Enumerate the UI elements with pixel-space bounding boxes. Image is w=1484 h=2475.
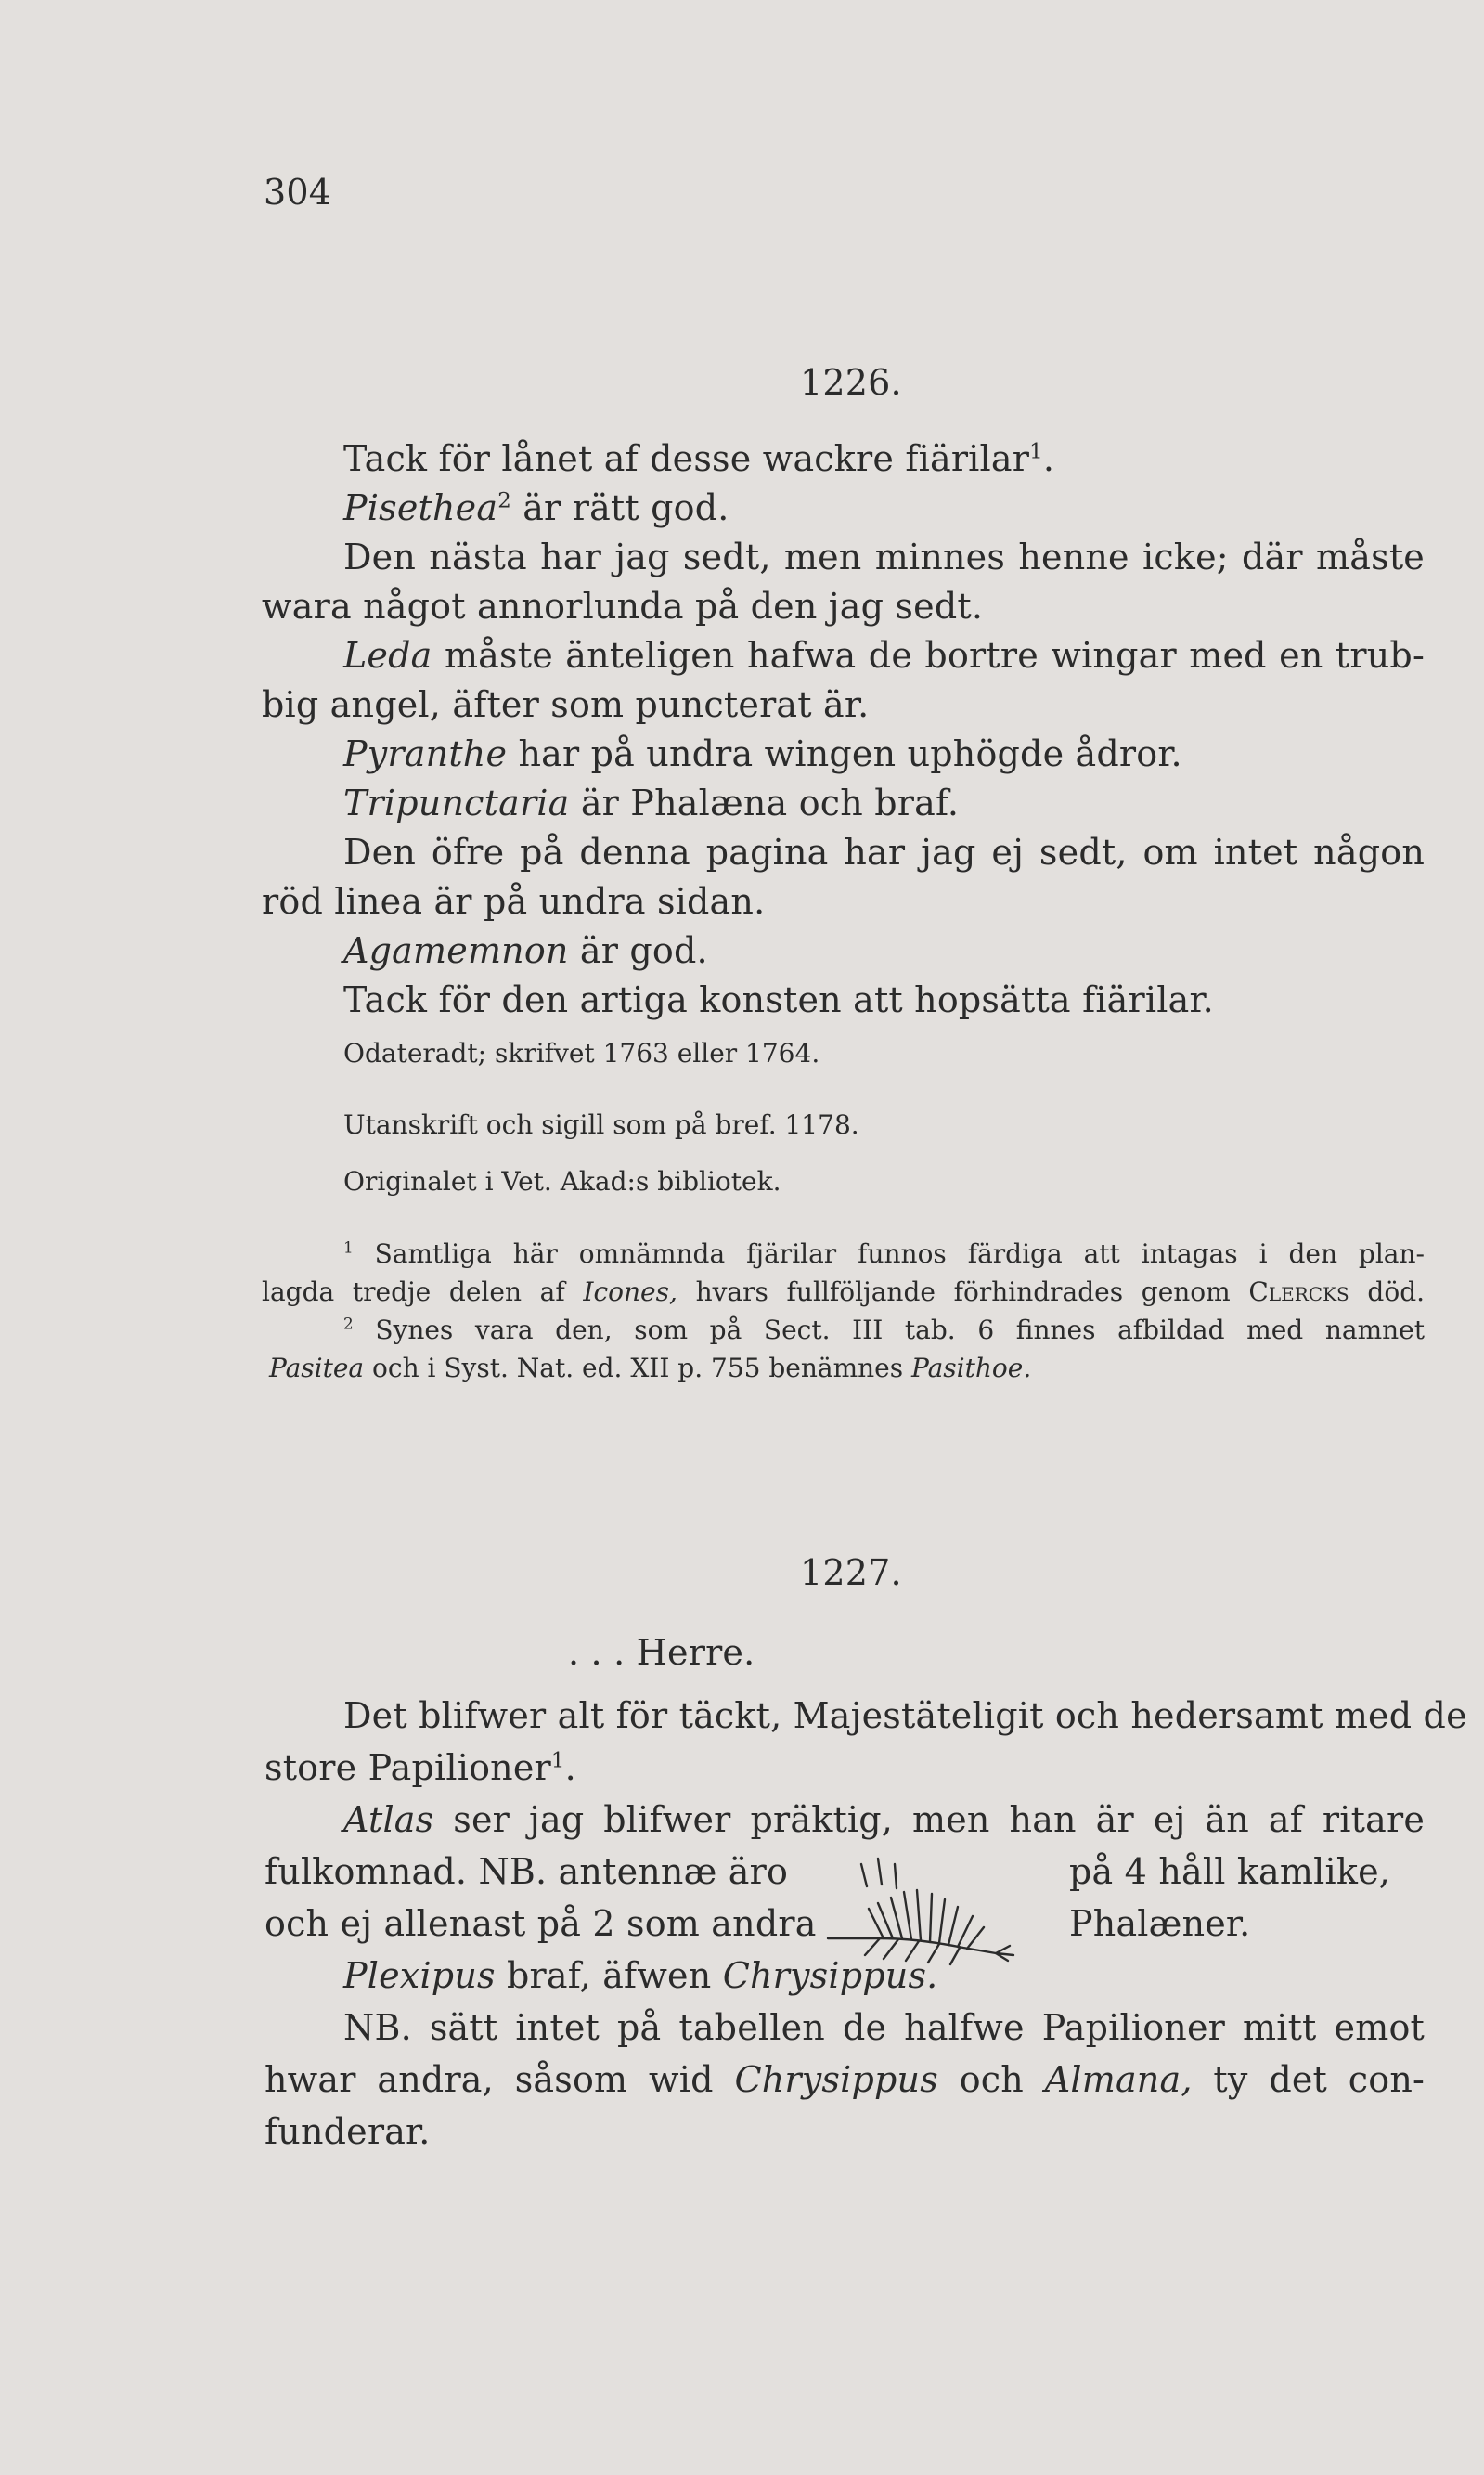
letter-1227-line-8: hwar andra, såsom wid Chrysippus och Almana, ty det con- — [265, 2059, 1426, 2100]
letter-1226-line-11: Agamemnon är god. — [343, 930, 708, 971]
letter-1227-line-4-end: på 4 håll kamlike, — [1069, 1851, 1391, 1892]
letter-1227-line-6: Plexipus braf, äfwen Chrysippus. — [343, 1955, 938, 1996]
letter-1227-line-5-start: och ej allenast på 2 som andra — [265, 1903, 817, 1944]
letter-1227-line-4-start: fulkomnad. NB. antennæ äro — [265, 1851, 789, 1892]
letter-1226-line-5: Leda måste änteligen hafwa de bortre wingar med en trub- — [343, 635, 1425, 676]
page-number: 304 — [264, 172, 332, 213]
editorial-note-source: Originalet i Vet. Akad:s bibliotek. — [343, 1166, 781, 1197]
letter-1227-line-3: Atlas ser jag blifwer präktig, men han är ej än af ritare — [343, 1799, 1426, 1840]
editorial-note-address: Utanskrift och sigill som på bref. 1178. — [343, 1109, 859, 1140]
letter-1226-line-4: wara något annorlunda på den jag sedt. — [262, 586, 984, 627]
letter-1226-line-2: Pisethea$^2$ är rätt god. — [343, 487, 729, 528]
letter-1226-line-1: Tack för lånet af desse wackre fiärilar$^1$. — [343, 438, 1055, 479]
footnote-1-line-2: lagda tredje delen af Icones, hvars fullföljande förhindrades genom Clercks död. — [262, 1276, 1426, 1307]
footnote-1-line-1: $^1$ Samtliga här omnämnda fjärilar funnos färdiga att intagas i den plan- — [343, 1238, 1425, 1269]
footnote-2-line-2: Pasitea och i Syst. Nat. ed. XII p. 755 benämnes Pasithoe. — [269, 1353, 1032, 1383]
letter-1226-line-10: röd linea är på undra sidan. — [262, 881, 766, 922]
letter-1226-line-8: Tripunctaria är Phalæna och braf. — [343, 783, 960, 823]
letter-number-1227: 1227. — [800, 1552, 902, 1593]
letter-1226-line-12: Tack för den artiga konsten att hopsätta fiärilar. — [343, 979, 1214, 1020]
letter-1226-line-9: Den öfre på denna pagina har jag ej sedt, om intet någon — [343, 832, 1425, 873]
editorial-note-date: Odateradt; skrifvet 1763 eller 1764. — [343, 1038, 820, 1069]
letter-1227-line-9: funderar. — [265, 2111, 431, 2152]
salutation: . . . Herre. — [568, 1632, 755, 1673]
antenna-sketch — [824, 1846, 1039, 1966]
letter-1226-line-7: Pyranthe har på undra wingen uphögde ådror. — [343, 733, 1182, 774]
letter-1226-line-3: Den nästa har jag sedt, men minnes henne icke; där måste — [343, 537, 1425, 577]
letter-number-1226: 1226. — [800, 362, 902, 403]
letter-1227-line-1: Det blifwer alt för täckt, Majestäteligit och hedersamt med de — [343, 1695, 1467, 1736]
letter-1226-line-6: big angel, äfter som puncterat är. — [262, 684, 870, 725]
letter-1227-line-7: NB. sätt intet på tabellen de halfwe Papilioner mitt emot — [343, 2007, 1425, 2048]
letter-1227-line-2: store Papilioner$^1$. — [265, 1747, 576, 1788]
footnote-2-line-1: $^2$ Synes vara den, som på Sect. III tab. 6 finnes afbildad med namnet — [343, 1314, 1425, 1345]
letter-1227-line-5-end: Phalæner. — [1069, 1903, 1251, 1944]
